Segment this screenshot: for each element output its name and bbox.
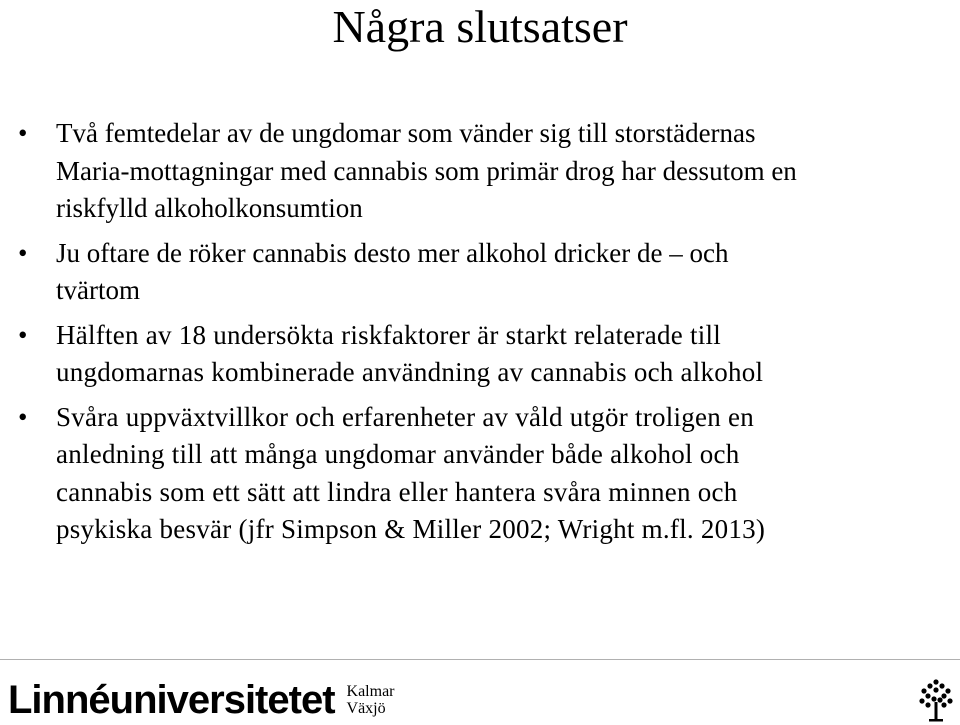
bullet-item	[18, 235, 948, 310]
bullet-marker: •	[18, 401, 28, 432]
bullet-line: Maria-mottagningar med cannabis som primär drog har dessutom en	[56, 155, 797, 186]
bullet-marker: •	[18, 118, 28, 148]
bullet-line: Två femtedelar av de ungdomar som vänder sig till storstädernas	[56, 118, 756, 148]
bullet-list	[18, 115, 948, 556]
footer-divider	[0, 659, 960, 660]
bullet-line: Hälften av 18 undersökta riskfaktorer är starkt relaterade till	[56, 319, 721, 350]
bullet-item	[18, 399, 948, 549]
bullet-line: riskfylld alkoholkonsumtion	[56, 193, 363, 223]
logo-cities	[347, 683, 395, 717]
university-logo	[8, 678, 395, 722]
bullet-line: cannabis som ett sätt att lindra eller hantera svåra minnen och	[56, 476, 738, 507]
bullet-line: Ju oftare de röker cannabis desto mer alkohol dricker de – och	[56, 237, 729, 268]
tree-icon	[918, 678, 954, 722]
bullet-item	[18, 317, 948, 392]
city-vaxjo: Växjö	[346, 700, 386, 717]
bullet-line: psykiska besvär (jfr Simpson & Miller 2002; Wright m.fl. 2013)	[56, 514, 766, 544]
city-kalmar: Kalmar	[346, 683, 395, 700]
bullet-item	[18, 115, 948, 228]
bullet-line: anledning till att många ungdomar använder både alkohol och	[56, 439, 740, 469]
logo-wordmark: Linnéuniversitetet	[8, 678, 335, 722]
bullet-line: Svåra uppväxtvillkor och erfarenheter av våld utgör troligen en	[56, 401, 755, 432]
bullet-line: tvärtom	[56, 275, 140, 305]
bullet-marker: •	[18, 319, 28, 350]
bullet-line: ungdomarnas kombinerade användning av cannabis och alkohol	[56, 357, 764, 387]
bullet-marker: •	[18, 237, 28, 268]
slide-title: Några slutsatser	[332, 1, 628, 52]
